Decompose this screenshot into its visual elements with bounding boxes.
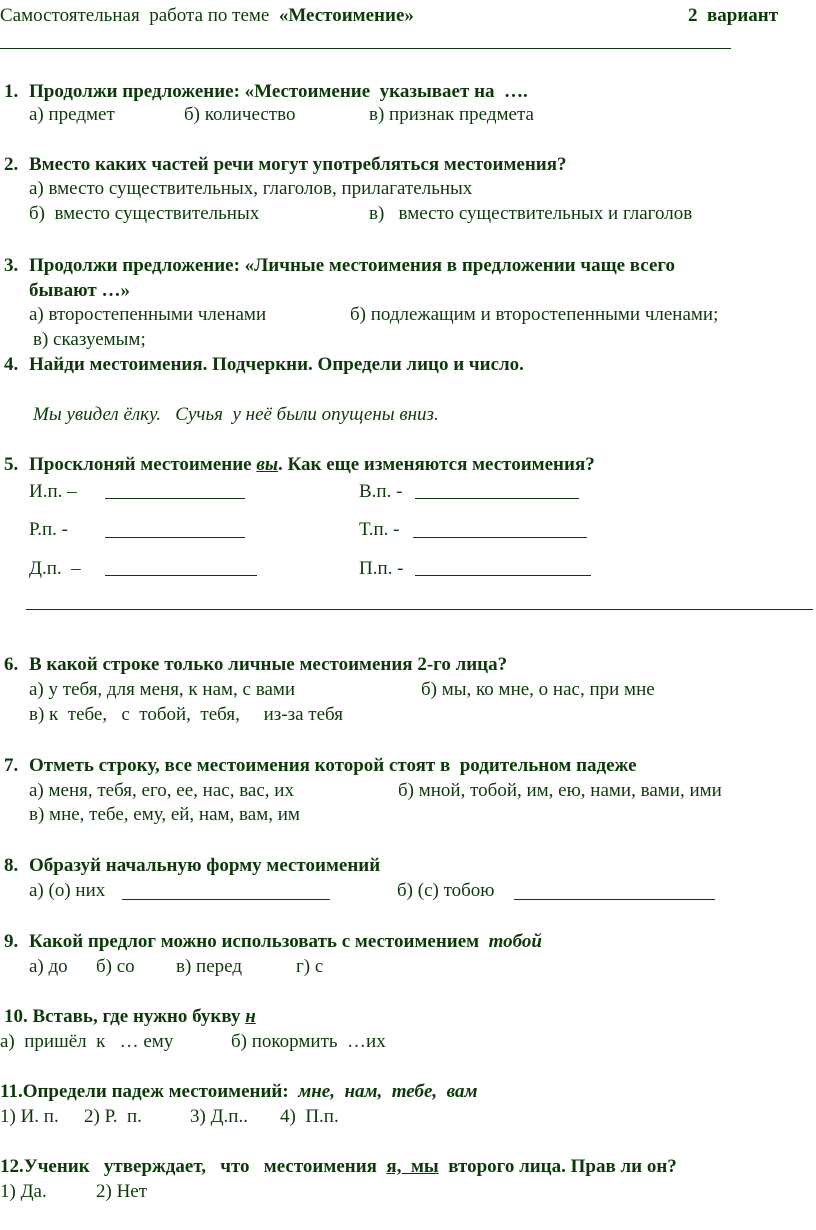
q9-option-c: в) перед	[176, 956, 242, 977]
q3-number: 3.	[4, 255, 19, 276]
answer-line-genitive[interactable]	[105, 537, 245, 538]
q12-text-post: второго лица. Прав ли он?	[438, 1156, 677, 1177]
q11-option-3: 3) Д.п..	[190, 1106, 248, 1127]
q11-option-1: 1) И. п.	[0, 1106, 59, 1127]
q9-word: тобой	[488, 931, 542, 952]
q10-option-a: а) пришёл к … ему	[0, 1031, 174, 1052]
case-label-prepositional: П.п. -	[359, 558, 404, 579]
q12-text-pre: 12.Ученик утверждает, что местоимения	[0, 1156, 387, 1177]
q2-text: Вместо каких частей речи могут употребляться местоимения?	[29, 154, 567, 175]
q5-number: 5.	[4, 454, 19, 475]
q8-option-b: б) (с) тобою	[397, 880, 495, 901]
q11-option-2: 2) Р. п.	[84, 1106, 142, 1127]
case-label-accusative: В.п. -	[359, 481, 403, 502]
q8-text: Образуй начальную форму местоимений	[29, 855, 381, 876]
variant-label: 2 вариант	[688, 5, 779, 26]
q9-text	[29, 930, 542, 954]
q9-option-b: б) со	[96, 956, 135, 977]
case-label-instrumental: Т.п. -	[359, 519, 400, 540]
q3-option-b: б) подлежащим и второстепенными членами;	[350, 304, 719, 325]
q12-option-1: 1) Да.	[0, 1181, 47, 1202]
q1-option-c: в) признак предмета	[369, 104, 534, 125]
header-topic: «Местоимение»	[278, 5, 414, 26]
q1-number: 1.	[4, 81, 19, 102]
header-divider	[0, 48, 731, 49]
q4-text: Найди местоимения. Подчеркни. Определи лицо и число.	[29, 354, 524, 375]
q2-option-c: в) вместо существительных и глаголов	[369, 203, 693, 224]
q9-number: 9.	[4, 931, 19, 952]
q11-option-4: 4) П.п.	[280, 1106, 339, 1127]
q6-text: В какой строке только личные местоимения 2-го лица?	[29, 654, 508, 675]
q3-option-c: в) сказуемым;	[33, 329, 146, 350]
q7-option-b: б) мной, тобой, им, ею, нами, вами, ими	[398, 780, 722, 801]
case-label-genitive: Р.п. -	[29, 519, 68, 540]
q5-text-pre: Просклоняй местоимение	[29, 454, 257, 475]
q10-letter: н	[245, 1006, 256, 1027]
q7-text: Отметь строку, все местоимения которой стоят в родительном падеже	[29, 755, 637, 776]
header-title	[0, 4, 414, 28]
q5-text	[29, 453, 595, 477]
q12-option-2: 2) Нет	[96, 1181, 148, 1202]
q7-number: 7.	[4, 755, 19, 776]
q9-option-a: а) до	[29, 956, 68, 977]
q8-option-a: а) (о) них	[29, 880, 106, 901]
q8-number: 8.	[4, 855, 19, 876]
q12-words: я, мы	[386, 1156, 439, 1177]
q8-answer-line-a[interactable]	[122, 899, 330, 900]
answer-line-dative[interactable]	[105, 575, 257, 576]
case-label-nominative: И.п. –	[29, 481, 77, 502]
q2-number: 2.	[4, 154, 19, 175]
q9-option-d: г) с	[296, 956, 324, 977]
q10-option-b: б) покормить …их	[231, 1031, 386, 1052]
q11-text	[0, 1080, 478, 1104]
q5-text-post: . Как еще изменяются местоимения?	[278, 454, 595, 475]
answer-line-full[interactable]	[26, 609, 813, 610]
q7-option-a: а) меня, тебя, его, ее, нас, вас, их	[29, 780, 294, 801]
q12-text	[0, 1155, 677, 1179]
q11-text-main: 11.Определи падеж местоимений:	[0, 1081, 299, 1102]
q10-text	[4, 1005, 256, 1029]
q3-option-a: а) второстепенными членами	[29, 304, 267, 325]
answer-line-prepositional[interactable]	[415, 575, 591, 576]
q10-text-main: 10. Вставь, где нужно букву	[4, 1006, 246, 1027]
q1-text: Продолжи предложение: «Местоимение указывает на ….	[29, 81, 528, 102]
q6-option-a: а) у тебя, для меня, к нам, с вами	[29, 679, 296, 700]
q2-option-a: а) вместо существительных, глаголов, прилагательных	[29, 178, 473, 199]
q6-option-b: б) мы, ко мне, о нас, при мне	[421, 679, 655, 700]
q1-option-a: а) предмет	[29, 104, 115, 125]
q6-number: 6.	[4, 654, 19, 675]
header-title-prefix: Самостоятельная работа по теме	[0, 5, 279, 26]
answer-line-instrumental[interactable]	[413, 537, 587, 538]
q1-option-b: б) количество	[184, 104, 296, 125]
q3-text-line1: Продолжи предложение: «Личные местоимения в предложении чаще всего	[29, 255, 676, 276]
q7-option-c: в) мне, тебе, ему, ей, нам, вам, им	[29, 804, 300, 825]
case-label-dative: Д.п. –	[29, 558, 81, 579]
q5-pronoun: вы	[256, 454, 279, 475]
q6-option-c: в) к тебе, с тобой, тебя, из-за тебя	[29, 704, 343, 725]
q11-words: мне, нам, тебе, вам	[298, 1081, 478, 1102]
q2-option-b: б) вместо существительных	[29, 203, 260, 224]
q4-number: 4.	[4, 354, 19, 375]
q4-sentence: Мы увидел ёлку. Сучья у неё были опущены вниз.	[33, 404, 439, 425]
q3-text-line2: бывают …»	[29, 280, 130, 301]
answer-line-nominative[interactable]	[105, 498, 245, 499]
answer-line-accusative[interactable]	[415, 498, 579, 499]
q9-text-main: Какой предлог можно использовать с местоимением	[29, 931, 489, 952]
q8-answer-line-b[interactable]	[514, 899, 715, 900]
